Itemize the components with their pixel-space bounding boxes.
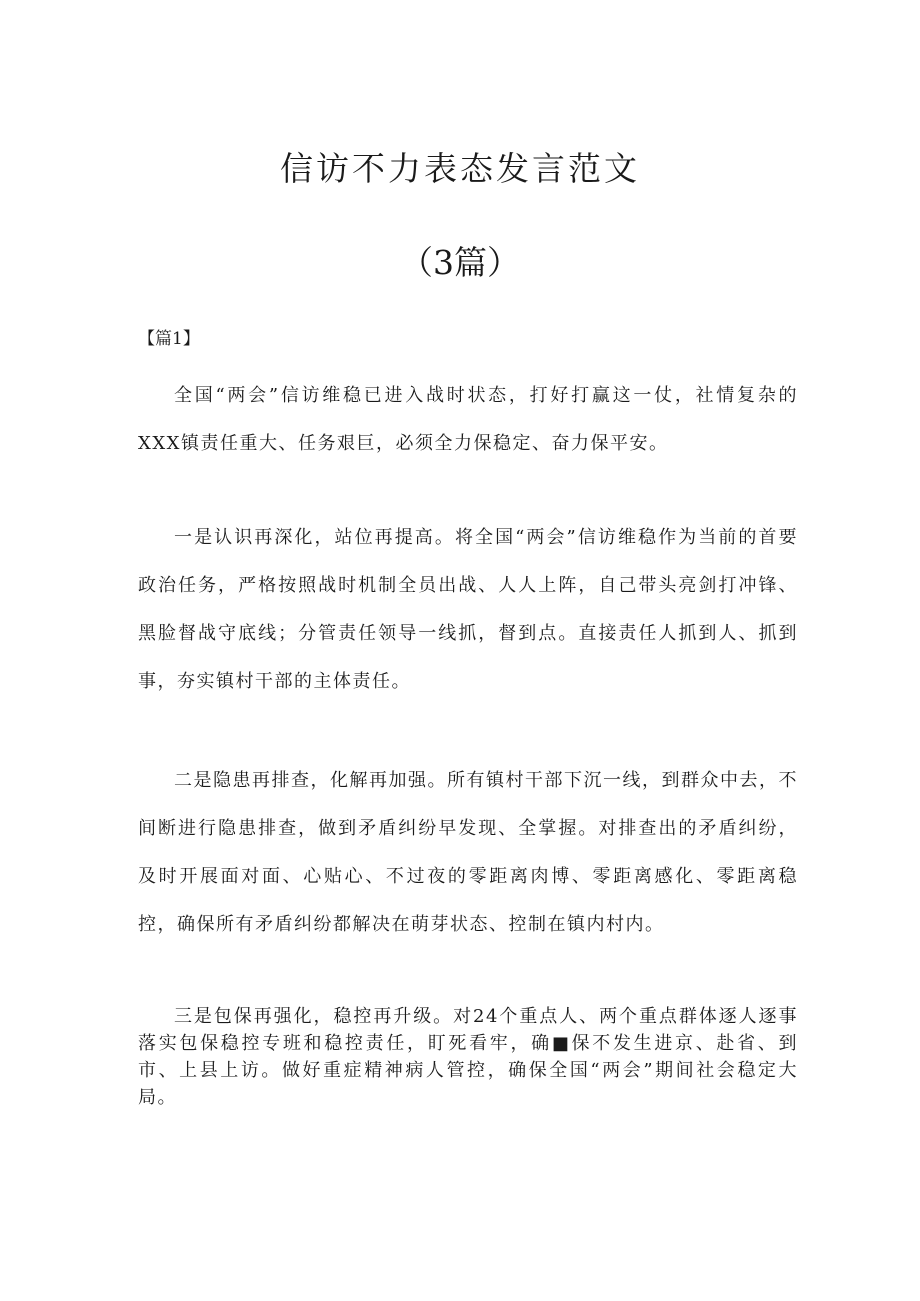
paragraph-intro: 全国“两会”信访维稳已进入战时状态，打好打赢这一仗，社情复杂的XXX镇责任重大、任务艰巨，必须全力保稳定、奋力保平安。 <box>138 385 798 454</box>
document-subtitle: （3篇） <box>400 243 520 282</box>
paragraph-point-two: 二是隐患再排查，化解再加强。所有镇村干部下沉一线，到群众中去，不间断进行隐患排查，做到矛盾纠纷早发现、全掌握。对排查出的矛盾纠纷，及时开展面对面、心贴心、不过夜的零距离肉博、零距离感化、零距离稳控，确保所有矛盾纠纷都解决在萌芽状态、控制在镇内村内。 <box>138 770 798 935</box>
section-label: 【篇1】 <box>138 329 200 349</box>
paragraph-point-one: 一是认识再深化，站位再提高。将全国“两会”信访维稳作为当前的首要政治任务，严格按照战时机制全员出战、人人上阵，自己带头亮剑打冲锋、黑脸督战守底线；分管责任领导一线抓，督到点。直接责任人抓到人、抓到事，夯实镇村干部的主体责任。 <box>138 527 798 692</box>
document-title: 信访不力表态发言范文 <box>280 149 640 188</box>
paragraph-point-three: 三是包保再强化，稳控再升级。对24个重点人、两个重点群体逐人逐事落实包保稳控专班和稳控责任，盯死看牢，确■保不发生进京、赴省、到市、上县上访。做好重症精神病人管控，确保全国“两会”期间社会稳定大局。 <box>138 1006 798 1108</box>
